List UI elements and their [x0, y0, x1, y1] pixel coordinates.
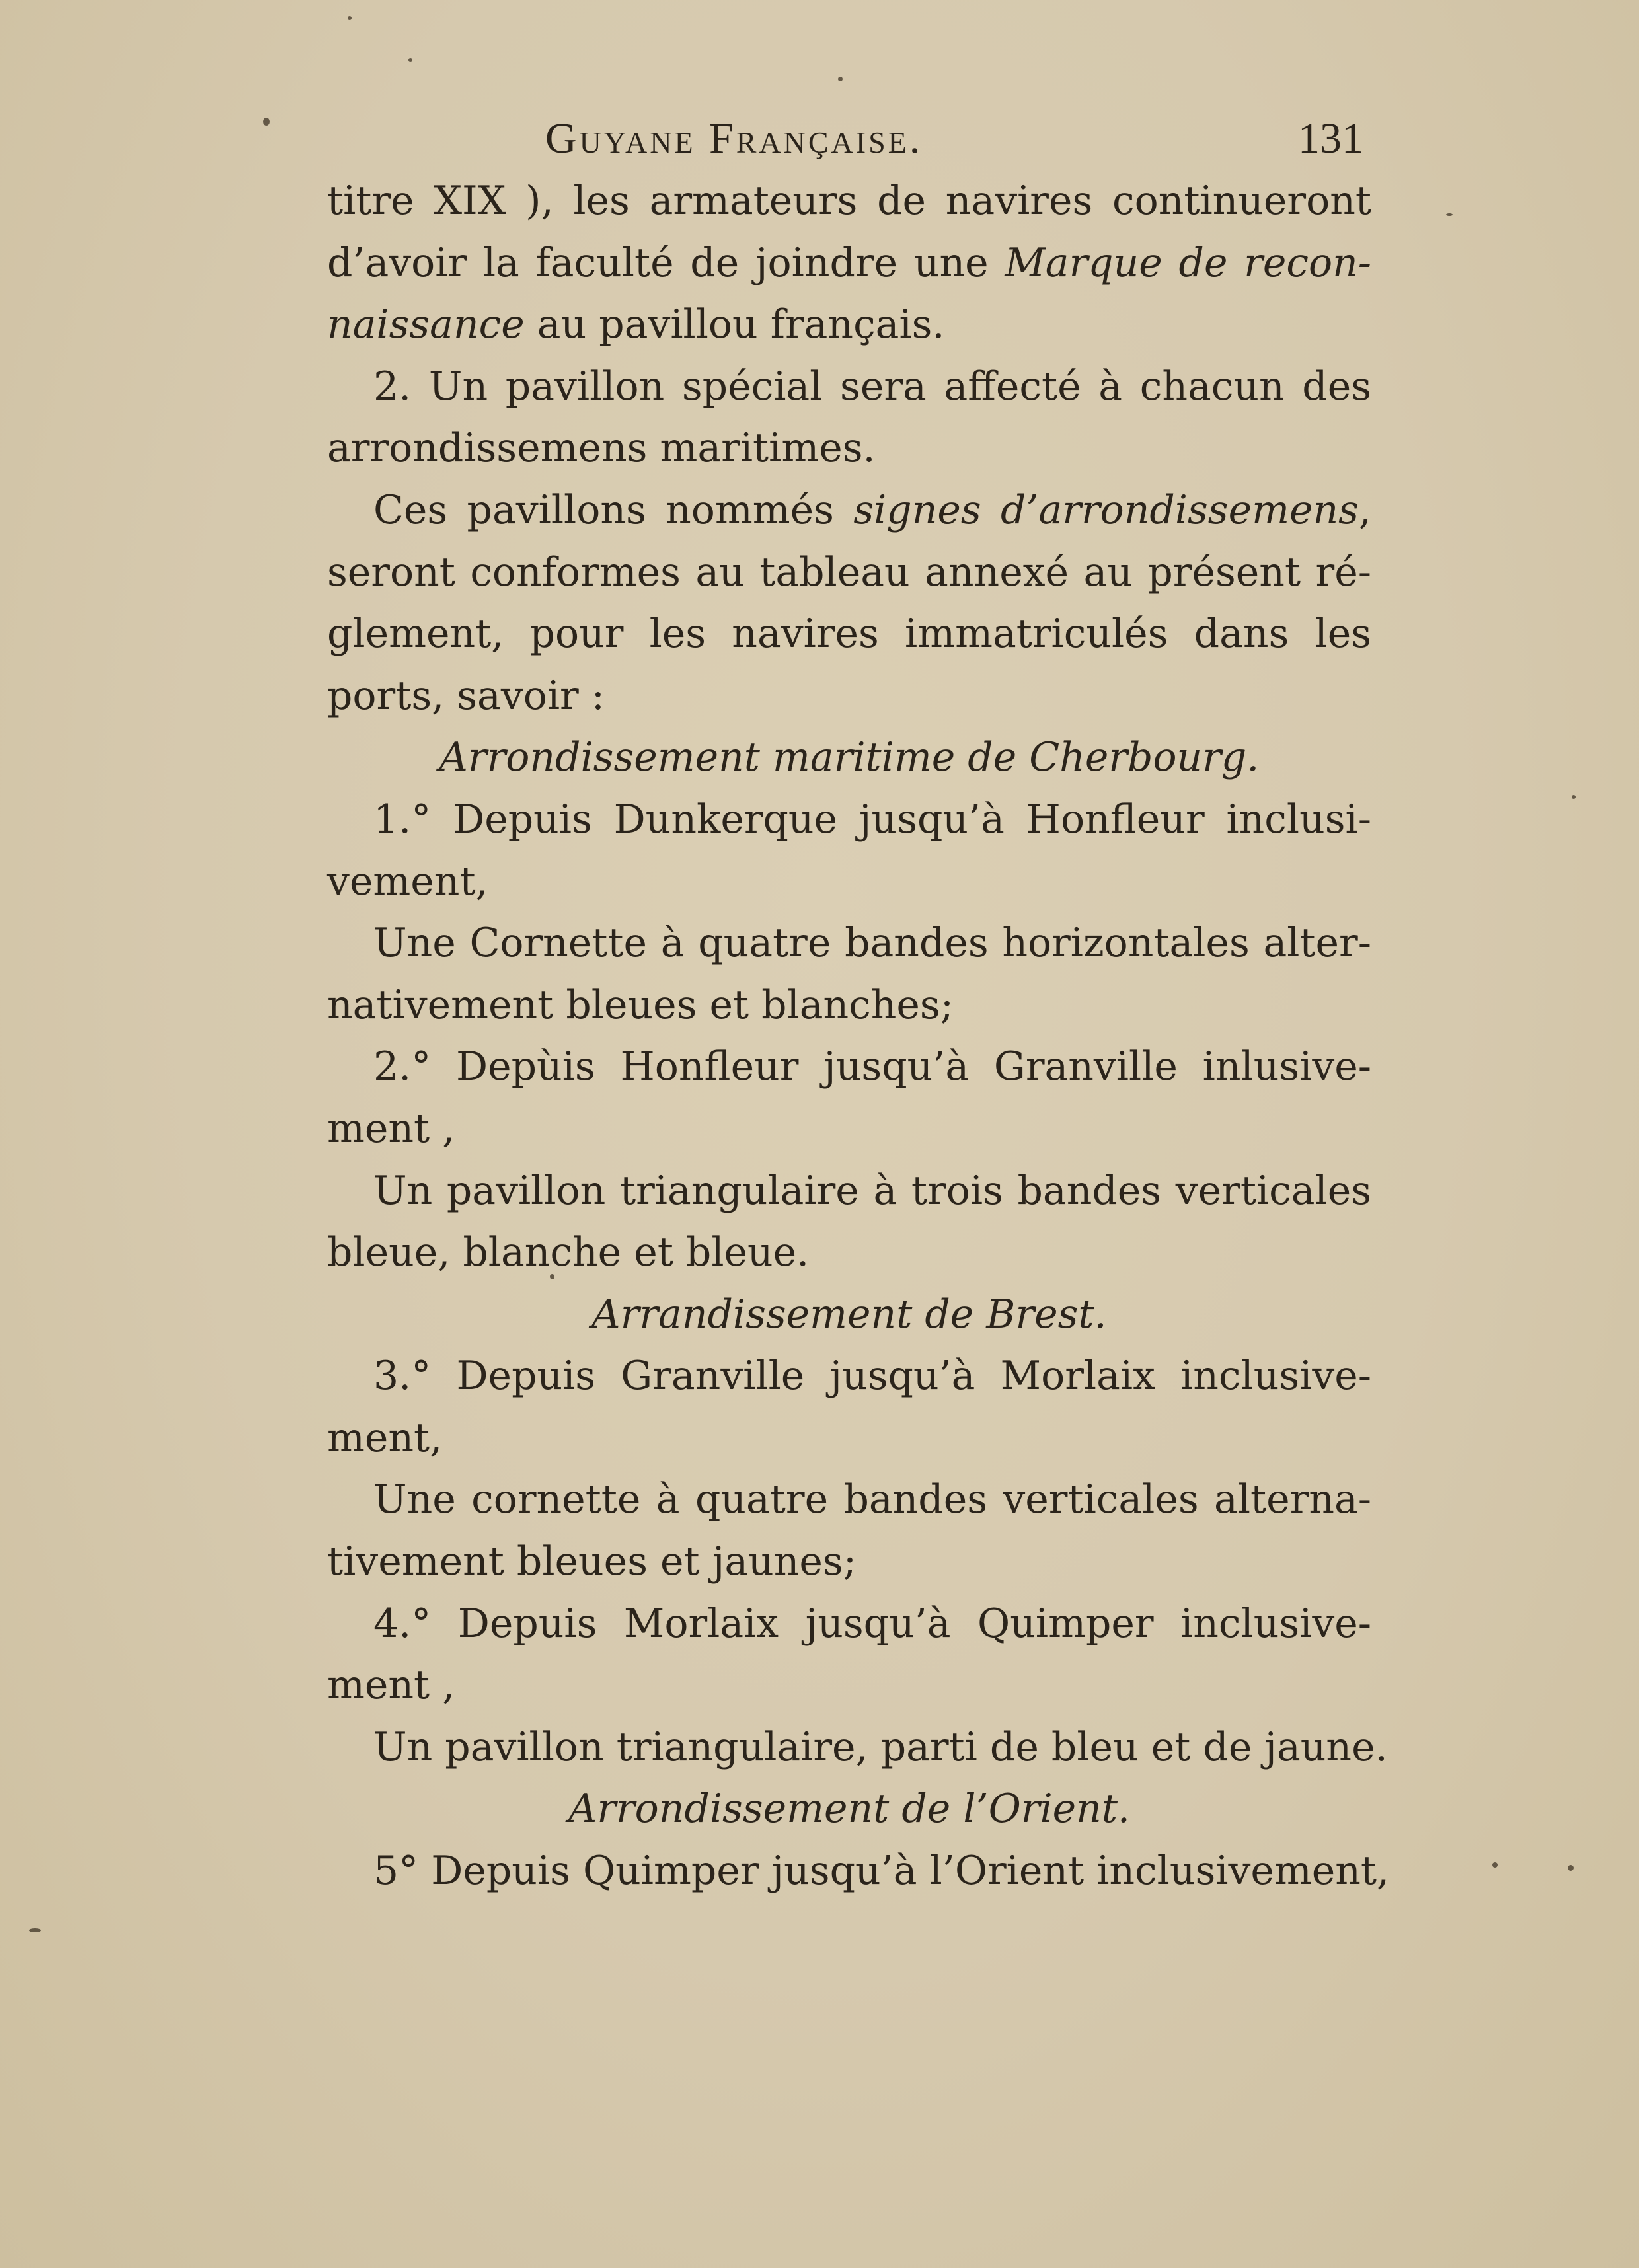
- text-line: [327, 1160, 1371, 1223]
- line-text: bleue, blanche et bleue.: [327, 1229, 810, 1276]
- text-line: [327, 1717, 1388, 1779]
- section-heading: [327, 727, 1371, 789]
- line-text: Un pavillon triangulaire à trois bandes verticales: [373, 1167, 1371, 1214]
- line-text: d’avoir la faculté de joindre une: [327, 239, 989, 286]
- line-text: ,: [1358, 486, 1371, 533]
- text-line: [327, 1408, 1371, 1470]
- line-text: Une cornette à quatre bandes verticales alterna-: [373, 1476, 1371, 1523]
- line-text: ports, savoir :: [327, 672, 605, 719]
- text-line: [327, 170, 1371, 233]
- text-line: [327, 1531, 1371, 1593]
- text-line: [327, 1593, 1371, 1655]
- text-line: [327, 1345, 1371, 1408]
- text-line: [327, 665, 1371, 728]
- line-text: au pavillou français.: [537, 301, 945, 348]
- line-text: ment ,: [327, 1105, 455, 1152]
- italic-phrase: signes d’arrondissemens: [853, 486, 1359, 533]
- ink-speck: [1568, 1865, 1574, 1871]
- section-heading-text: Arrondissement de l’Orient.: [568, 1786, 1131, 1833]
- line-text: arrondissemens maritimes.: [327, 425, 876, 472]
- line-text: glement, pour les navires immatriculés dans les: [327, 611, 1371, 658]
- section-heading-text: Arrandissement de Brest.: [591, 1291, 1107, 1338]
- text-line: [327, 1036, 1371, 1098]
- line-text: tivement bleues et jaunes;: [327, 1538, 857, 1585]
- text-line: [327, 789, 1371, 851]
- text-line: [327, 913, 1371, 975]
- line-text: nativement bleues et blanches;: [327, 981, 954, 1028]
- text-line: [327, 233, 1371, 295]
- line-text: vement,: [327, 858, 488, 905]
- line-text: 2.° Depùis Honfleur jusqu’à Granville inlusive-: [373, 1043, 1371, 1090]
- section-heading: [327, 1284, 1371, 1346]
- running-title: Guyane Française.: [545, 114, 923, 163]
- ink-speck: [263, 118, 270, 126]
- text-line: [327, 1469, 1371, 1531]
- italic-phrase: naissance: [327, 301, 525, 348]
- text-line: [327, 1840, 1390, 1903]
- ink-speck: [1446, 213, 1453, 216]
- text-line: [327, 356, 1371, 418]
- text-line: [327, 294, 1371, 356]
- page-text: [327, 106, 1390, 1903]
- ink-speck: [1572, 795, 1576, 799]
- line-text: 5° Depuis Quimper jusqu’à l’Orient inclusivement,: [373, 1848, 1390, 1895]
- text-line: [327, 542, 1371, 604]
- line-text: Une Cornette à quatre bandes horizontales alter-: [373, 920, 1371, 967]
- text-line: [327, 603, 1371, 665]
- text-line: [327, 1098, 1371, 1160]
- text-line: [327, 851, 1371, 913]
- line-text: ment ,: [327, 1662, 455, 1709]
- ink-speck: [348, 16, 352, 20]
- text-line: [327, 1655, 1371, 1717]
- ink-speck: [29, 1928, 41, 1932]
- line-text: seront conformes au tableau annexé au présent ré-: [327, 548, 1371, 595]
- text-line: [327, 975, 1371, 1037]
- line-text: Un pavillon triangulaire, parti de bleu et de jaune.: [373, 1723, 1388, 1770]
- line-text: 4.° Depuis Morlaix jusqu’à Quimper inclusive-: [373, 1600, 1371, 1647]
- line-text: Ces pavillons nommés: [373, 486, 834, 533]
- line-text: 1.° Depuis Dunkerque jusqu’à Honfleur inclusi-: [373, 796, 1371, 843]
- running-header: [327, 106, 1371, 170]
- line-text: titre XIX ), les armateurs de navires continueront: [327, 178, 1371, 224]
- section-heading: [327, 1778, 1371, 1840]
- italic-phrase: Marque de recon-: [1005, 239, 1371, 286]
- ink-speck: [1492, 1862, 1498, 1868]
- line-text: ment,: [327, 1414, 443, 1461]
- text-line: [327, 1222, 1371, 1284]
- ink-speck: [838, 77, 843, 81]
- text-line: [327, 418, 1371, 480]
- line-text: 2. Un pavillon spécial sera affecté à chacun des: [373, 363, 1371, 410]
- section-heading-text: Arrondissement maritime de Cherbourg.: [439, 734, 1260, 781]
- ink-speck: [408, 58, 412, 62]
- line-text: 3.° Depuis Granville jusqu’à Morlaix inclusive-: [373, 1353, 1371, 1400]
- page-number: 131: [1298, 114, 1363, 163]
- text-line: [327, 480, 1371, 542]
